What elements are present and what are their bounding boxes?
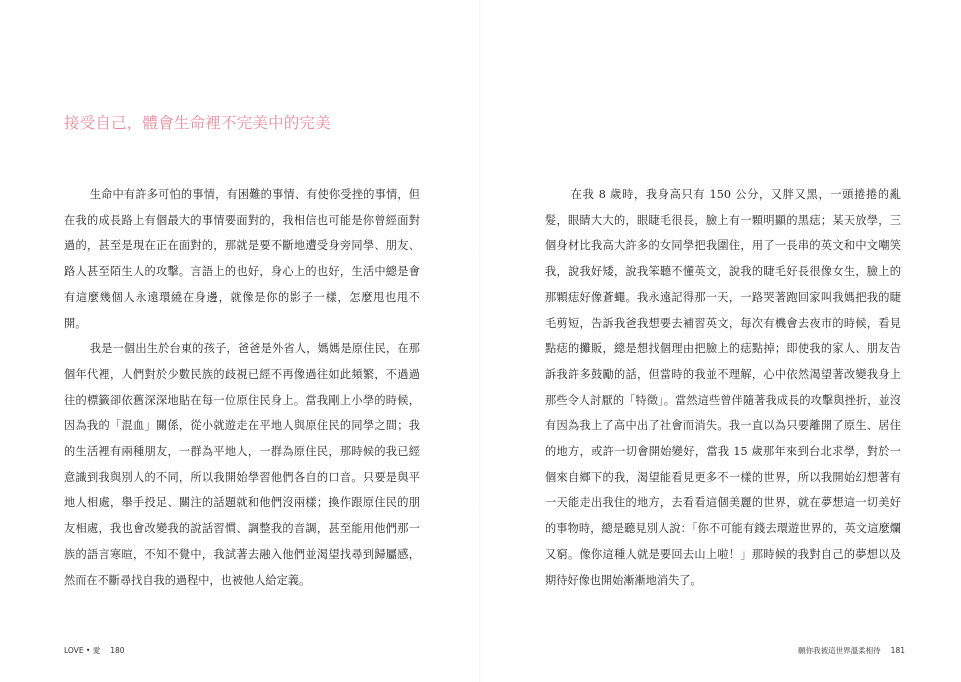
left-running-title: LOVE • 愛 <box>64 646 101 655</box>
left-paragraph-2: 我是一個出生於台東的孩子，爸爸是外省人，媽媽是原住民，在那個年代裡，人們對於少數民族的歧視已經不再像過往如此頻繁，不過過往的標籤卻依舊深深地貼在每一位原住民身上。當我剛上小學的時候，因為我的「混血」關係，從小就遊走在平地人與原住民的同學之間；我的生活裡有兩種朋友，一群為平地人，一群為原住民，那時候的我已經意識到我與別人的不同，所以我開始學習他們各自的口音。只要是與平地人相處，舉手投足、關注的話題就和他們沒兩樣；換作跟原住民的朋友相處，我也會改變我的說話習慣、調整我的音調，甚至能用他們那一族的語言寒暄，不知不覺中，我試著去融入他們並渴望找尋到歸屬感，然而在不斷尋找自我的過程中，也被他人給定義。 <box>64 342 420 587</box>
left-folio <box>64 645 125 656</box>
left-page-body <box>64 182 420 593</box>
right-running-title: 願你我被這世界溫柔相待 <box>798 646 881 655</box>
right-page-number: 181 <box>890 646 905 655</box>
page-gutter <box>479 0 481 682</box>
left-paragraph-1: 生命中有許多可怕的事情，有困難的事情、有使你受挫的事情，但在我的成長路上有個最大的事情要面對的，我相信也可能是你曾經面對過的，甚至是現在正在面對的，那就是要不斷地遭受身旁同學、朋友、路人甚至陌生人的攻擊。言語上的也好，身心上的也好，生活中總是會有這麼幾個人永遠環繞在身邊，就像是你的影子一樣，怎麼甩也甩不開。 <box>64 188 420 330</box>
right-folio <box>798 645 905 656</box>
chapter-title: 接受自己，體會生命裡不完美中的完美 <box>64 114 331 132</box>
left-page-number: 180 <box>110 646 125 655</box>
right-paragraph-1: 在我 8 歲時，我身高只有 150 公分，又胖又黑，一頭捲捲的亂髮，眼睛大大的，眼睫毛很長，臉上有一顆明顯的黑痣；某天放學，三個身材比我高大許多的女同學把我圍住，用了一長串的英文和中文嘲笑我，說我好矮，說我笨聽不懂英文，說我的睫毛好長很像女生，臉上的那顆痣好像蒼蠅。我永遠記得那一天，一路哭著跑回家叫我媽把我的睫毛剪短，告訴我爸我想要去補習英文，每次有機會去夜市的時候，看見點痣的攤販，總是想找個理由把臉上的痣點掉；即使我的家人、朋友告訴我許多鼓勵的話，但當時的我並不理解，心中依然渴望著改變我身上那些令人討厭的「特徵」。當然這些曾伴隨著我成長的攻擊與挫折，並沒有因為我上了高中出了社會而消失。我一直以為只要離開了原生、居住的地方，或許一切會開始變好，當我 15 歲那年來到台北求學，對於一個來自鄉下的我，渴望能看見更多不一樣的世界，所以我開始幻想著有一天能走出我住的地方，去看看這個美麗的世界，就在夢想這一切美好的事物時，總是聽見別人說：「你不可能有錢去環遊世界的，英文這麼爛又窮。像你這種人就是要回去山上啦！」那時候的我對自己的夢想以及期待好像也開始漸漸地消失了。 <box>545 188 901 587</box>
right-page-body <box>545 182 901 593</box>
